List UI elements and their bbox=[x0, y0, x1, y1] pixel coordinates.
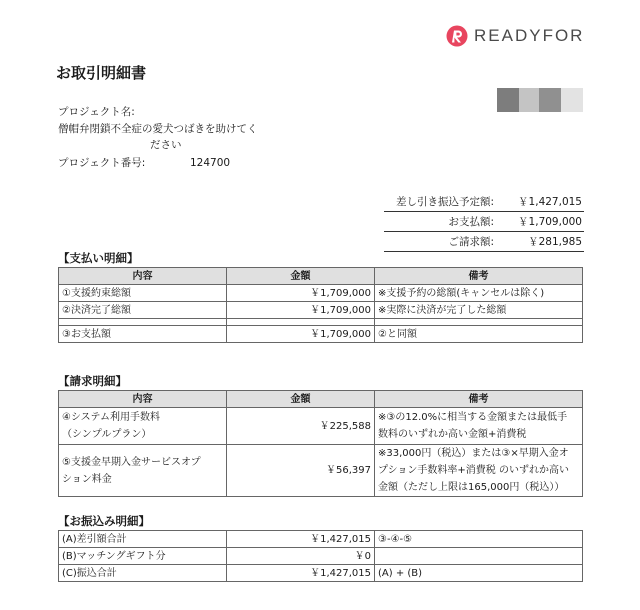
column-header: 金額 bbox=[227, 268, 375, 285]
summary-block bbox=[384, 192, 584, 252]
row-content-line: ⑤支援金早期入金サービスオプ bbox=[62, 456, 201, 468]
blank-cell bbox=[375, 319, 583, 326]
logo-text: READYFOR bbox=[474, 26, 585, 45]
table-row bbox=[59, 326, 583, 343]
transfer-heading: 【お振込み明細】 bbox=[58, 514, 150, 528]
page-title: お取引明細書 bbox=[56, 64, 147, 82]
row-content bbox=[59, 408, 227, 445]
row-note: (A) + (B) bbox=[375, 565, 583, 582]
row-note: ②と同額 bbox=[375, 326, 583, 343]
row-content bbox=[59, 445, 227, 497]
table-row bbox=[59, 565, 583, 582]
redacted-block bbox=[561, 88, 583, 112]
project-number-value: 124700 bbox=[190, 157, 231, 169]
row-amount: ￥1,709,000 bbox=[227, 326, 375, 343]
table-row bbox=[59, 285, 583, 302]
row-amount: ￥1,427,015 bbox=[227, 565, 375, 582]
transfer-table bbox=[58, 530, 583, 582]
row-note: ※支援予約の総額(キャンセルは除く) bbox=[375, 285, 583, 302]
readyfor-logo bbox=[446, 24, 584, 48]
table-row bbox=[59, 548, 583, 565]
row-amount: ￥0 bbox=[227, 548, 375, 565]
row-note-line: ※33,000円（税込）または③×早期入金オ bbox=[378, 448, 569, 459]
readyfor-logo-icon bbox=[446, 25, 468, 47]
row-note: ※実際に決済が完了した総額 bbox=[375, 302, 583, 319]
redacted-block bbox=[497, 88, 519, 112]
row-note bbox=[375, 548, 583, 565]
row-note bbox=[375, 445, 583, 497]
summary-row bbox=[384, 212, 584, 232]
table-header-row bbox=[59, 268, 583, 285]
row-amount: ￥1,427,015 bbox=[227, 531, 375, 548]
summary-row bbox=[384, 192, 584, 212]
blank-row bbox=[59, 319, 583, 326]
project-name-line1: 僧帽弁閉鎖不全症の愛犬つばきを助けてく bbox=[58, 123, 258, 135]
table-header-row bbox=[59, 391, 583, 408]
row-amount: ￥56,397 bbox=[227, 445, 375, 497]
redacted-block bbox=[539, 88, 561, 112]
row-content: (B)マッチングギフト分 bbox=[59, 548, 227, 565]
row-content-line: ション料金 bbox=[62, 473, 112, 485]
billing-heading: 【請求明細】 bbox=[58, 374, 127, 388]
row-note: ③-④-⑤ bbox=[375, 531, 583, 548]
payment-heading: 【支払い明細】 bbox=[58, 251, 139, 265]
table-row bbox=[59, 302, 583, 319]
summary-value: ￥1,427,015 bbox=[518, 196, 582, 208]
project-name-label: プロジェクト名: bbox=[58, 106, 135, 118]
table-row bbox=[59, 445, 583, 497]
column-header: 備考 bbox=[375, 268, 583, 285]
blank-cell bbox=[227, 319, 375, 326]
blank-cell bbox=[59, 319, 227, 326]
billing-table bbox=[58, 390, 583, 497]
summary-row bbox=[384, 232, 584, 252]
summary-label: ご請求額: bbox=[448, 236, 494, 248]
row-content: ①支援約束総額 bbox=[59, 285, 227, 302]
row-note-line: 数料のいずれか高い金額+消費税 bbox=[378, 429, 527, 440]
table-row bbox=[59, 531, 583, 548]
row-content-line: （シンプルプラン） bbox=[62, 429, 152, 440]
row-note bbox=[375, 408, 583, 445]
row-content: ③お支払額 bbox=[59, 326, 227, 343]
column-header: 内容 bbox=[59, 391, 227, 408]
table-row bbox=[59, 408, 583, 445]
row-content-line: ④システム利用手数料 bbox=[62, 412, 160, 423]
summary-value: ￥1,709,000 bbox=[518, 216, 582, 228]
summary-label: お支払額: bbox=[448, 216, 494, 228]
column-header: 内容 bbox=[59, 268, 227, 285]
project-number-label: プロジェクト番号: bbox=[58, 157, 146, 169]
row-content: (A)差引額合計 bbox=[59, 531, 227, 548]
row-note-line: 金額（ただし上限は165,000円（税込）） bbox=[378, 482, 565, 493]
row-amount: ￥1,709,000 bbox=[227, 302, 375, 319]
row-note-line: プション手数料率+消費税 のいずれか高い bbox=[378, 465, 569, 476]
payment-table bbox=[58, 267, 583, 343]
row-amount: ￥1,709,000 bbox=[227, 285, 375, 302]
project-name-line2: ださい bbox=[150, 139, 182, 151]
column-header: 金額 bbox=[227, 391, 375, 408]
summary-label: 差し引き振込予定額: bbox=[395, 196, 494, 208]
redacted-block bbox=[519, 88, 539, 112]
row-note-line: ※③の12.0%に相当する金額または最低手 bbox=[378, 412, 568, 423]
summary-value: ￥281,985 bbox=[528, 236, 582, 248]
row-content: ②決済完了総額 bbox=[59, 302, 227, 319]
row-content: (C)振込合計 bbox=[59, 565, 227, 582]
column-header: 備考 bbox=[375, 391, 583, 408]
row-amount: ￥225,588 bbox=[227, 408, 375, 445]
